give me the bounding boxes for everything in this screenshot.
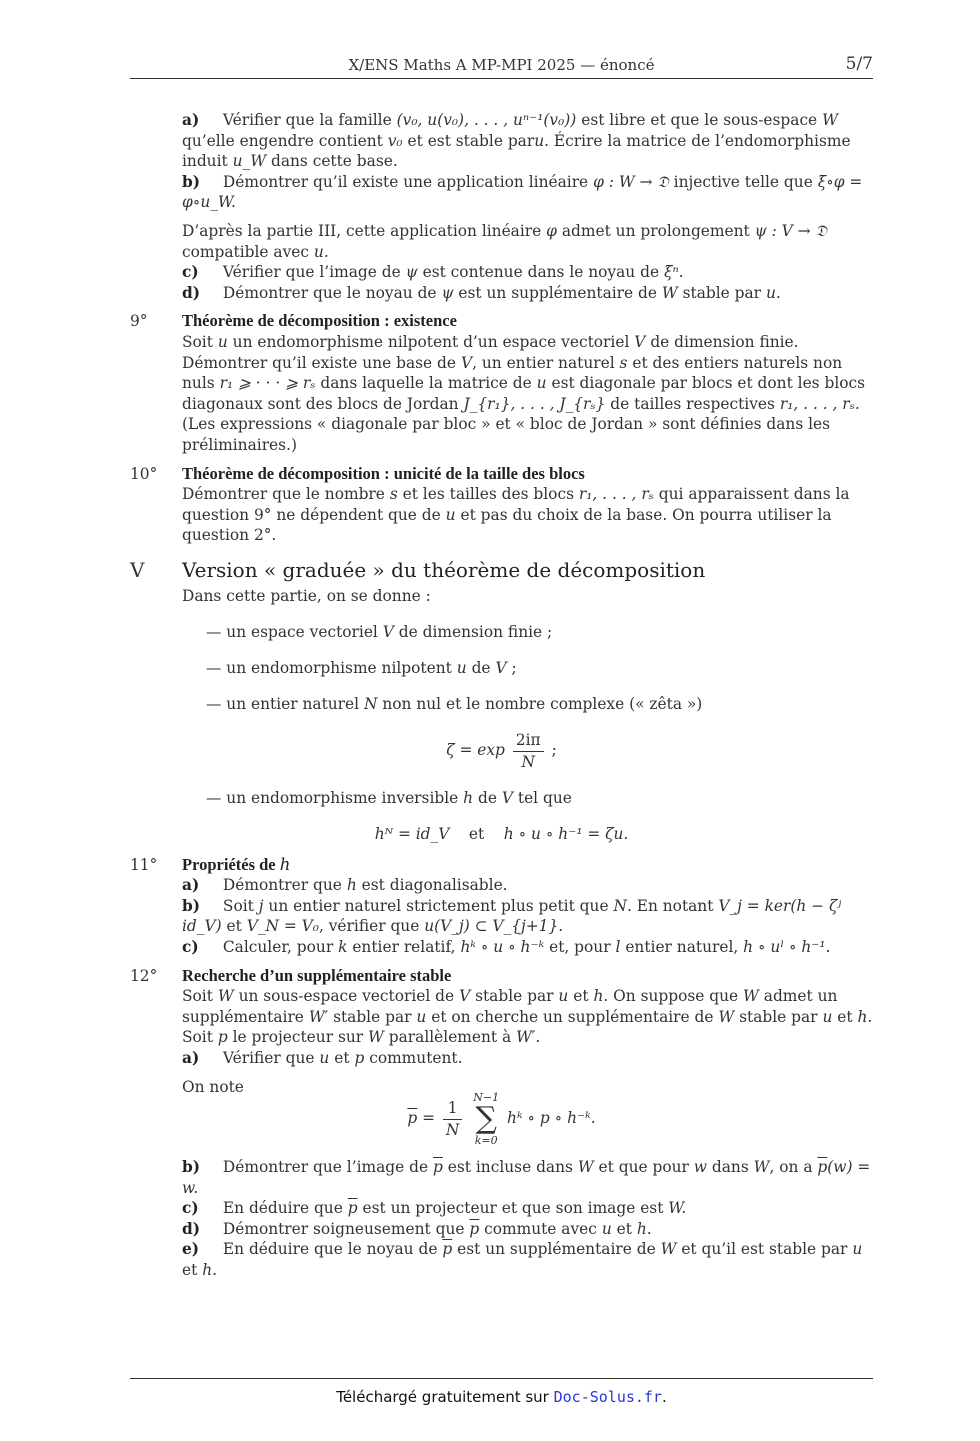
text: commute avec [484, 1219, 597, 1238]
math: V [459, 987, 471, 1006]
bullet-dash: — [206, 788, 222, 807]
text: et, pour [549, 937, 611, 956]
sum-lower: k=0 [474, 1134, 498, 1148]
text: le projecteur sur [232, 1028, 364, 1047]
bullet-dash: — [206, 695, 222, 714]
math: W [660, 1240, 677, 1259]
footer-text: Téléchargé gratuitement sur [336, 1388, 549, 1406]
text: et [573, 987, 589, 1006]
q9-body [130, 332, 873, 456]
math: j [258, 896, 264, 915]
math: u [319, 1048, 330, 1067]
math: h ∘ u ∘ h⁻¹ = ζu. [503, 824, 629, 843]
text: tel que [517, 788, 572, 807]
text: ; [511, 659, 517, 678]
math: ξ∘φ = φ∘u_W. [182, 172, 863, 212]
math: $\overline{p}$ [407, 1109, 418, 1128]
math: h. [202, 1261, 218, 1280]
text: et on cherche un supplémentaire de [431, 1007, 714, 1026]
item-label: d) [182, 1219, 201, 1238]
text: stable par [475, 987, 554, 1006]
text: entier relatif, [352, 937, 456, 956]
item-label: e) [182, 1240, 200, 1259]
math: V [460, 353, 473, 372]
item-label: b) [182, 896, 201, 915]
math: W [577, 1158, 594, 1177]
text: , vérifier que [318, 917, 420, 936]
zeta-equation [130, 730, 873, 772]
math: h [279, 854, 291, 874]
text: est diagonale par blocs et dont les blocs diagonaux sont des blocs de Jordan [182, 374, 866, 413]
text: . Écrire la matrice de l’endomorphisme induit [182, 131, 851, 171]
math: (v₀, u(v₀), . . . , uⁿ⁻¹(v₀)) [396, 111, 577, 129]
math: p [354, 1048, 365, 1067]
math: h ∘ uˡ ∘ h⁻¹. [743, 937, 831, 956]
text: et [182, 1261, 198, 1280]
math: N [613, 896, 627, 915]
text: de [471, 659, 491, 678]
math: (w) = w. [182, 1158, 871, 1197]
numerator: 2iπ [513, 730, 544, 752]
text: commutent. [369, 1048, 463, 1067]
text: Vérifier que [222, 1048, 315, 1067]
question-title: Recherche d’un supplémentaire stable [182, 965, 452, 985]
numerator: 1 [443, 1098, 462, 1120]
math: $\overline{p}$ [469, 1219, 480, 1238]
list-item [130, 788, 873, 809]
math: h [593, 987, 604, 1006]
math: s [389, 485, 398, 504]
text: qu’elle engendre contient [182, 131, 383, 150]
text: Démontrer qu’il existe une application linéaire [222, 172, 589, 191]
summation [473, 1091, 499, 1147]
math: φ : W → 𝔇 [593, 172, 669, 191]
item-label: d) [182, 283, 201, 302]
text: stable par [739, 1007, 818, 1026]
text: est libre et que le sous-espace [581, 111, 818, 129]
bullet-dash: — [206, 659, 222, 678]
item-label: a) [182, 111, 200, 129]
question-11 [130, 855, 873, 876]
text: (Les expressions « diagonale par bloc » et « bloc de Jordan » sont définies dans les préliminaires.) [182, 415, 831, 454]
q8-d [130, 283, 873, 304]
text: . En notant [626, 896, 714, 915]
math: u. [313, 242, 329, 261]
math: u [822, 1007, 833, 1026]
text: dans [711, 1158, 749, 1177]
text: un endomorphisme inversible [226, 788, 459, 807]
text: Soit [182, 332, 213, 351]
math: V_j = ker(h − ζʲ id_V) [182, 896, 842, 936]
math: u [536, 374, 547, 393]
math: r₁, . . . , rₛ. [779, 394, 860, 413]
text: compatible avec [182, 242, 309, 261]
math: N [363, 695, 378, 714]
text: un endomorphisme nilpotent [226, 659, 452, 678]
question-9 [130, 311, 873, 332]
footer-end: . [662, 1388, 667, 1406]
text: Démontrer qu’il existe une base de [182, 353, 457, 372]
text: un sous-espace vectoriel de [238, 987, 455, 1006]
question-title [130, 855, 873, 876]
text: de dimension finie ; [398, 623, 553, 642]
text: Soit [182, 1028, 213, 1047]
q12-a [130, 1048, 873, 1069]
text: un endomorphisme nilpotent d’un espace vectoriel [232, 332, 630, 351]
math: l [615, 937, 621, 956]
q12-b [130, 1157, 873, 1198]
math: W [368, 1028, 384, 1047]
fraction [513, 730, 544, 772]
text: , on a [769, 1158, 813, 1177]
text: stable par [682, 283, 762, 302]
text: de dimension finie. [650, 332, 799, 351]
text: est diagonalisable. [361, 876, 508, 895]
math: W [753, 1158, 770, 1177]
math: ζ = exp [446, 741, 505, 760]
text: stable par [333, 1007, 412, 1026]
text: et [334, 1048, 350, 1067]
text: entier naturel, [625, 937, 739, 956]
math: W′ [308, 1007, 329, 1026]
q8-b [130, 172, 873, 213]
doc-solus-link[interactable]: Doc-Solus.fr [553, 1388, 662, 1406]
text: de tailles respectives [610, 394, 775, 413]
q12-body [130, 986, 873, 1048]
q11-c [130, 937, 873, 958]
math: W [718, 1007, 735, 1026]
q12-d [130, 1219, 873, 1240]
text: et [616, 1219, 632, 1238]
list-item [130, 694, 873, 715]
text: Démontrer que [222, 876, 342, 895]
text: un entier naturel [226, 695, 360, 714]
on-note: On note [182, 1077, 244, 1096]
math: W [217, 987, 234, 1006]
math: V_N = V₀ [246, 917, 319, 936]
item-label: a) [182, 1048, 200, 1067]
part-v-intro: Dans cette partie, on se donne : [182, 587, 431, 606]
text: Soit [222, 896, 254, 915]
text: admet un supplémentaire [182, 987, 838, 1026]
item-label: a) [182, 876, 200, 895]
math: V [634, 332, 646, 351]
text: Démontrer que le nombre [182, 485, 385, 504]
q10-body [130, 484, 873, 546]
question-number: 9° [130, 312, 148, 331]
math: ψ [405, 263, 418, 282]
part-title: Version « graduée » du théorème de décomposition [182, 557, 706, 582]
text: parallèlement à [388, 1028, 512, 1047]
math: h. [857, 1007, 873, 1026]
item-label: c) [182, 937, 199, 956]
part-number: V [130, 557, 145, 582]
math: hᵏ ∘ p ∘ h⁻ᵏ. [507, 1109, 596, 1128]
text: est incluse dans [447, 1158, 573, 1177]
text: est un supplémentaire de [457, 1240, 656, 1259]
math: J_{r₁}, . . . , J_{rₛ} [463, 394, 606, 413]
math: k [338, 937, 348, 956]
question-number: 12° [130, 966, 158, 985]
item-label: b) [182, 1158, 201, 1177]
question-number: 11° [130, 855, 158, 874]
math: w [693, 1158, 707, 1177]
page-content [130, 110, 873, 1281]
text: Démontrer soigneusement que [222, 1219, 465, 1238]
text: un entier naturel strictement plus petit que [268, 896, 609, 915]
math: u [416, 1007, 427, 1026]
text: un espace vectoriel [226, 623, 378, 642]
question-title: Théorème de décomposition : existence [182, 311, 457, 331]
math: u_W [232, 152, 267, 171]
math: V [501, 788, 513, 807]
q12-e [130, 1239, 873, 1280]
text: Vérifier que l’image de [222, 263, 401, 282]
math: W′. [516, 1028, 541, 1047]
text: En déduire que le noyau de [222, 1240, 438, 1259]
math: h. [636, 1219, 652, 1238]
text: = [422, 1109, 436, 1128]
math: u [601, 1219, 612, 1238]
text: En déduire que [222, 1199, 343, 1218]
h-equation [130, 824, 873, 845]
math: hᵏ ∘ u ∘ h⁻ᵏ [460, 937, 545, 956]
text: Démontrer que l’image de [222, 1158, 429, 1177]
question-number: 10° [130, 464, 158, 483]
math: $\overline{p}$ [433, 1158, 443, 1177]
question-10 [130, 464, 873, 485]
text: et est stable par [407, 131, 535, 150]
text: injective telle que [673, 172, 813, 191]
text: dans cette base. [270, 152, 398, 171]
page-footer [130, 1378, 873, 1406]
question-title: Théorème de décomposition : unicité de la taille des blocs [182, 463, 585, 483]
text: admet un prolongement [561, 221, 750, 240]
q11-a [130, 875, 873, 896]
math: hᴺ = id_V [374, 824, 450, 843]
text: ; [551, 741, 557, 760]
text: est un supplémentaire de [458, 283, 657, 302]
math: h [346, 876, 357, 895]
pbar-equation [130, 1091, 873, 1147]
q12-c [130, 1198, 873, 1219]
math: W [743, 987, 759, 1006]
page-number: 5/7 [845, 54, 873, 74]
text: non nul et le nombre complexe (« zêta ») [382, 695, 703, 714]
text: est contenue dans le noyau de [422, 263, 660, 282]
text: de [477, 788, 497, 807]
list-item [130, 658, 873, 679]
sum-upper: N−1 [473, 1091, 500, 1105]
text: Vérifier que la famille [222, 111, 392, 129]
math: V [382, 623, 394, 642]
text: qui apparaissent dans la question 9° ne dépendent que de [182, 485, 850, 524]
math: W. [668, 1199, 687, 1218]
math: u [217, 332, 228, 351]
math: u [445, 505, 456, 524]
math: u [534, 131, 545, 150]
item-label: c) [182, 263, 199, 282]
question-12 [130, 966, 873, 987]
math: φ [546, 221, 557, 240]
text: et qu’il est stable par [681, 1240, 848, 1259]
text: et [468, 824, 485, 843]
text: Soit [182, 987, 213, 1006]
math: ψ : V → 𝔇 [754, 221, 827, 240]
math: W [822, 111, 838, 129]
math: u [456, 659, 467, 678]
math: s [619, 353, 628, 372]
document-title: X/ENS Maths A MP-MPI 2025 — énoncé [348, 56, 655, 74]
text: et que pour [598, 1158, 689, 1177]
math: $\overline{p}$ [817, 1158, 828, 1177]
math: W [661, 283, 678, 302]
math: $\overline{p}$ [347, 1199, 358, 1218]
list-item [130, 622, 873, 643]
text: et [837, 1007, 853, 1026]
math: p [217, 1028, 228, 1047]
denominator: N [445, 1120, 460, 1139]
denominator: N [521, 753, 535, 771]
text: D’après la partie III, cette application linéaire [182, 221, 542, 240]
fraction [443, 1098, 462, 1140]
math: r₁ ⩾ · · · ⩾ rₛ [219, 374, 316, 393]
q8-a [130, 110, 873, 172]
text: Propriétés de [182, 854, 276, 874]
math: u(V_j) ⊂ V_{j+1}. [424, 917, 564, 936]
text: Démontrer que le noyau de [222, 283, 437, 302]
page-header [130, 54, 873, 79]
text: et pas du choix de la base. On pourra utiliser la question 2°. [182, 505, 832, 545]
math: r₁, . . . , rₛ [578, 485, 654, 504]
q8-paragraph [130, 221, 873, 262]
text: , un entier naturel [472, 353, 615, 372]
text: . On suppose que [603, 987, 739, 1006]
text: et [226, 917, 242, 936]
text: et les tailles des blocs [402, 485, 574, 504]
math: V [495, 659, 507, 678]
sigma: ∑ [475, 1101, 497, 1137]
text: est un projecteur et que son image est [362, 1199, 664, 1218]
math: h [463, 788, 474, 807]
math: ψ [441, 283, 454, 302]
text: dans laquelle la matrice de [320, 374, 532, 393]
math: u [558, 987, 569, 1006]
bullet-dash: — [206, 623, 222, 642]
math: $\overline{p}$ [442, 1240, 453, 1259]
part-v-heading [130, 557, 873, 582]
q11-b [130, 896, 873, 937]
text: et des entiers naturels non nuls [182, 353, 843, 393]
math: u. [765, 283, 781, 302]
text: Calculer, pour [222, 937, 334, 956]
math: v₀ [387, 131, 403, 150]
math: u [852, 1240, 863, 1259]
math: ξⁿ. [663, 263, 684, 282]
q8-c [130, 262, 873, 283]
item-label: b) [182, 172, 201, 191]
item-label: c) [182, 1199, 199, 1218]
